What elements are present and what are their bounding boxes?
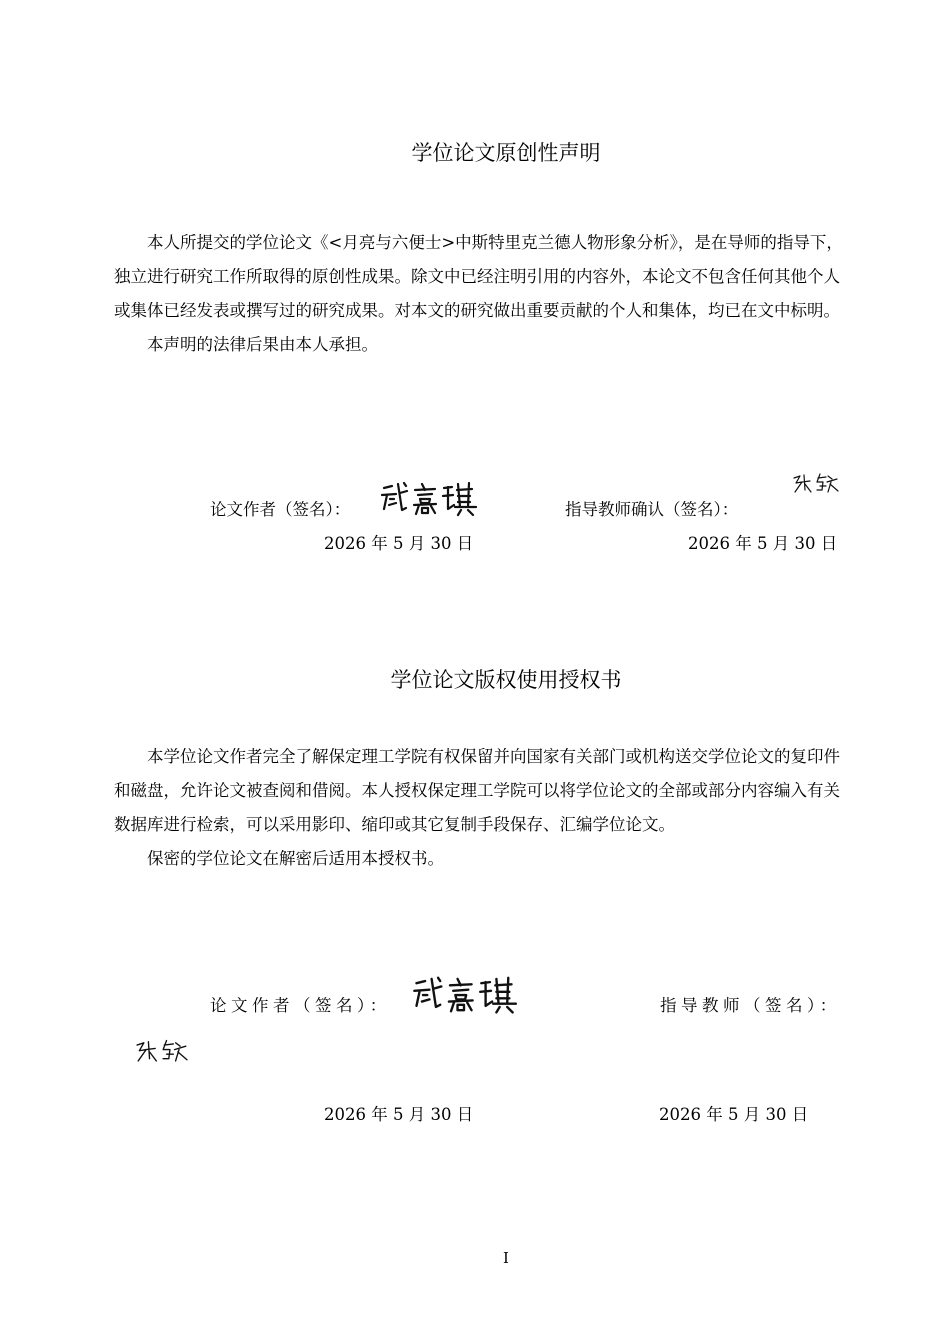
authorization-paragraph: 保密的学位论文在解密后适用本授权书。 xyxy=(147,849,444,868)
authorization-title: 学位论文版权使用授权书 xyxy=(390,668,622,692)
declaration-paragraph: 本声明的法律后果由本人承担。 xyxy=(147,335,378,354)
authorization-advisor-label: 指导教师（签名）： xyxy=(660,996,841,1015)
declaration-advisor-signature xyxy=(790,470,842,500)
authorization-author-signature xyxy=(410,972,518,1016)
authorization-paragraph: 本学位论文作者完全了解保定理工学院有权保留并向国家有关部门或机构送交学位论文的复印件和磁盘，允许论文被查阅和借阅。本人授权保定理工学院可以将学位论文的全部或部分内容编入有关数据库进行检索，可以采用影印、缩印或其它复制手段保存、汇编学位论文。 xyxy=(114,747,840,834)
declaration-author-date: 2026 年 5 月 30 日 xyxy=(324,534,474,553)
declaration-advisor-date: 2026 年 5 月 30 日 xyxy=(688,534,838,553)
declaration-paragraph: 本人所提交的学位论文《<月亮与六便士>中斯特里克兰德人物形象分析》，是在导师的指导下，独立进行研究工作所取得的原创性成果。除文中已经注明引用的内容外，本论文不包含任何其他个人或集体已经发表或撰写过的研究成果。对本文的研究做出重要贡献的个人和集体，均已在文中标明。 xyxy=(114,233,843,320)
authorization-advisor-date: 2026 年 5 月 30 日 xyxy=(659,1105,809,1124)
page-number: I xyxy=(503,1249,509,1267)
declaration-title: 学位论文原创性声明 xyxy=(411,141,601,165)
authorization-advisor-signature xyxy=(132,1036,192,1070)
authorization-author-date: 2026 年 5 月 30 日 xyxy=(324,1105,474,1124)
authorization-body xyxy=(114,740,854,876)
declaration-author-signature xyxy=(378,478,478,518)
declaration-body xyxy=(114,226,854,362)
authorization-author-label: 论文作者（签名）： xyxy=(210,996,391,1015)
declaration-author-label: 论文作者（签名）： xyxy=(210,500,351,519)
declaration-advisor-label: 指导教师确认（签名）： xyxy=(565,500,739,519)
